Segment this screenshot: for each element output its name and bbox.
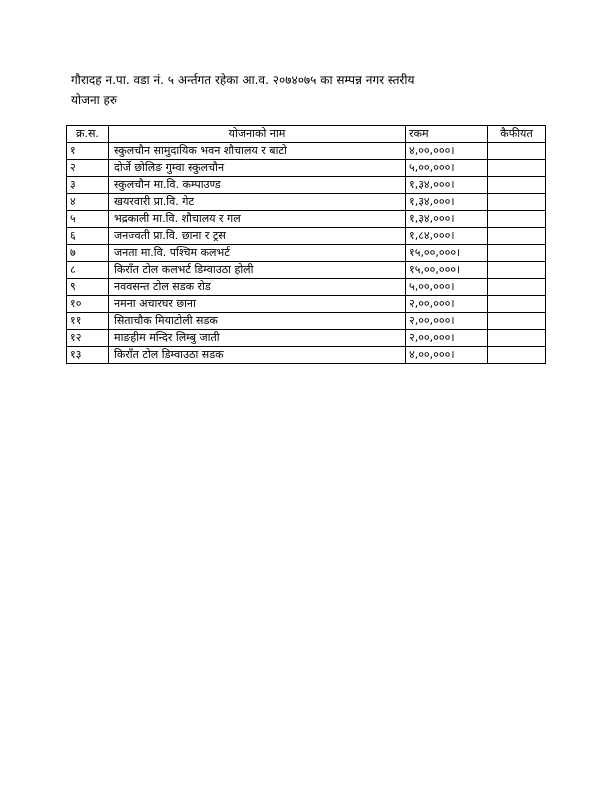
cell-serial-number: ४ [67, 194, 109, 211]
heading-line-2: योजना हरु [71, 93, 118, 107]
cell-plan-name: नववसन्त टोल सडक रोड [109, 279, 406, 296]
cell-serial-number: १ [67, 143, 109, 160]
cell-remarks [488, 347, 546, 364]
header-plan-name: योजनाको नाम [109, 126, 406, 143]
document-heading [71, 70, 541, 110]
cell-serial-number: ८ [67, 262, 109, 279]
cell-amount: ४,००,०००। [406, 347, 488, 364]
cell-amount: २,००,०००। [406, 296, 488, 313]
cell-remarks [488, 177, 546, 194]
cell-serial-number: ७ [67, 245, 109, 262]
cell-amount: २,००,०००। [406, 330, 488, 347]
cell-serial-number: १२ [67, 330, 109, 347]
cell-amount: १,८४,०००। [406, 228, 488, 245]
cell-remarks [488, 262, 546, 279]
cell-plan-name: जनता मा.वि. पश्चिम कलभर्ट [109, 245, 406, 262]
table-row [67, 347, 546, 364]
cell-plan-name: भद्रकाली मा.वि. शौचालय र गल [109, 211, 406, 228]
heading-line-1: गौरादह न.पा. वडा नं. ५ अर्न्तगत रहेका आ.व. २०७४०७५ का सम्पन्न नगर स्तरीय [71, 73, 415, 87]
cell-serial-number: १३ [67, 347, 109, 364]
cell-serial-number: ३ [67, 177, 109, 194]
cell-remarks [488, 228, 546, 245]
cell-plan-name: नमना अचारघर छाना [109, 296, 406, 313]
cell-amount: १,३४,०००। [406, 177, 488, 194]
cell-amount: ४,००,०००। [406, 143, 488, 160]
cell-remarks [488, 245, 546, 262]
header-amount: रकम [406, 126, 488, 143]
cell-remarks [488, 296, 546, 313]
cell-plan-name: दोर्जे छोलिङ गुम्वा स्कुलचौन [109, 160, 406, 177]
cell-remarks [488, 194, 546, 211]
cell-plan-name: किराँत टोल कलभर्ट डिम्वाउठा होली [109, 262, 406, 279]
cell-plan-name: खयरवारी प्रा.वि. गेट [109, 194, 406, 211]
table-row [67, 296, 546, 313]
table-row [67, 330, 546, 347]
cell-plan-name: सिताचौक मियाटोली सडक [109, 313, 406, 330]
cell-remarks [488, 211, 546, 228]
cell-serial-number: १० [67, 296, 109, 313]
table-row [67, 160, 546, 177]
completed-plans-table [66, 125, 546, 364]
table-header-row [67, 126, 546, 143]
table-row [67, 211, 546, 228]
cell-amount: ५,००,०००। [406, 160, 488, 177]
table-row [67, 245, 546, 262]
cell-plan-name: स्कुलचौन सामुदायिक भवन शौचालय र बाटो [109, 143, 406, 160]
cell-serial-number: ९ [67, 279, 109, 296]
table-row [67, 262, 546, 279]
cell-serial-number: ६ [67, 228, 109, 245]
cell-amount: ५,००,०००। [406, 279, 488, 296]
table-row [67, 279, 546, 296]
cell-plan-name: जनज्वती प्रा.वि. छाना र ट्रस [109, 228, 406, 245]
table-row [67, 177, 546, 194]
cell-amount: १५,००,०००। [406, 262, 488, 279]
cell-amount: १,३४,०००। [406, 194, 488, 211]
cell-serial-number: २ [67, 160, 109, 177]
header-serial-number: क्र.स. [67, 126, 109, 143]
cell-serial-number: ११ [67, 313, 109, 330]
cell-plan-name: माङहीम मन्दिर लिम्बु जाती [109, 330, 406, 347]
cell-serial-number: ५ [67, 211, 109, 228]
cell-remarks [488, 279, 546, 296]
cell-remarks [488, 160, 546, 177]
cell-remarks [488, 143, 546, 160]
cell-remarks [488, 313, 546, 330]
cell-plan-name: स्कुलचौन मा.वि. कम्पाउण्ड [109, 177, 406, 194]
table-row [67, 228, 546, 245]
header-remarks: कैफीयत [488, 126, 546, 143]
table-row [67, 194, 546, 211]
cell-remarks [488, 330, 546, 347]
cell-amount: १५,००,०००। [406, 245, 488, 262]
cell-plan-name: किराँत टोल डिम्वाउठा सडक [109, 347, 406, 364]
table-body [67, 143, 546, 364]
cell-amount: १,३४,०००। [406, 211, 488, 228]
table-row [67, 143, 546, 160]
cell-amount: २,००,०००। [406, 313, 488, 330]
table-row [67, 313, 546, 330]
